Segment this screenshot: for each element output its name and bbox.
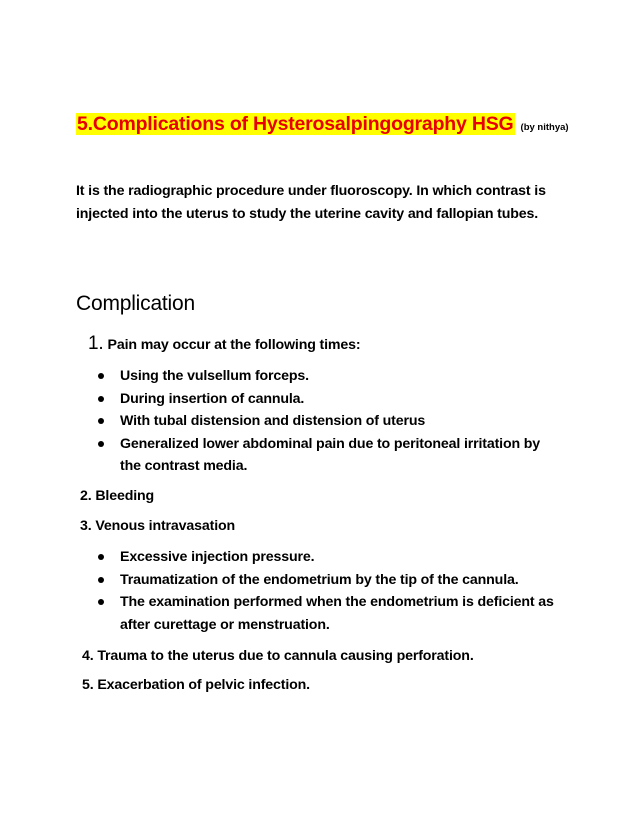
item-3: 3. Venous intravasation [80,518,236,534]
list-item: During insertion of cannula. [84,388,554,411]
list-item: Excessive injection pressure. [84,546,554,569]
intravasation-bullet-list [84,546,554,636]
title-line [76,113,569,136]
list-item: The examination performed when the endometrium is deficient as after curettage or menstruation. [84,591,554,636]
bullet-icon [98,599,104,605]
bullet-icon [98,418,104,424]
list-item: Generalized lower abdominal pain due to peritoneal irritation by the contrast media. [84,433,554,478]
bullet-icon [98,554,104,560]
author-byline: (by nithya) [520,122,569,133]
list-item: Traumatization of the endometrium by the tip of the cannula. [84,569,554,592]
intro-paragraph: It is the radiographic procedure under fluoroscopy. In which contrast is injected into the uterus to study the uterine cavity and fallopian tubes. [76,183,546,222]
list-item: With tubal distension and distension of uterus [84,410,554,433]
item-5: 5. Exacerbation of pelvic infection. [82,677,310,693]
item-1 [88,333,360,355]
bullet-icon [98,441,104,447]
section-heading: Complication [76,292,195,315]
item-4: 4. Trauma to the uterus due to cannula causing perforation. [82,648,474,664]
item-1-text: Pain may occur at the following times: [107,337,361,353]
item-2: 2. Bleeding [80,488,155,504]
pain-bullet-list [84,365,554,478]
bullet-icon [98,373,104,379]
bullet-icon [98,577,104,583]
document-title: 5.Complications of Hysterosalpingography HSG [77,113,514,135]
list-item: Using the vulsellum forceps. [84,365,554,388]
bullet-icon [98,396,104,402]
item-1-number: 1. [88,333,104,354]
